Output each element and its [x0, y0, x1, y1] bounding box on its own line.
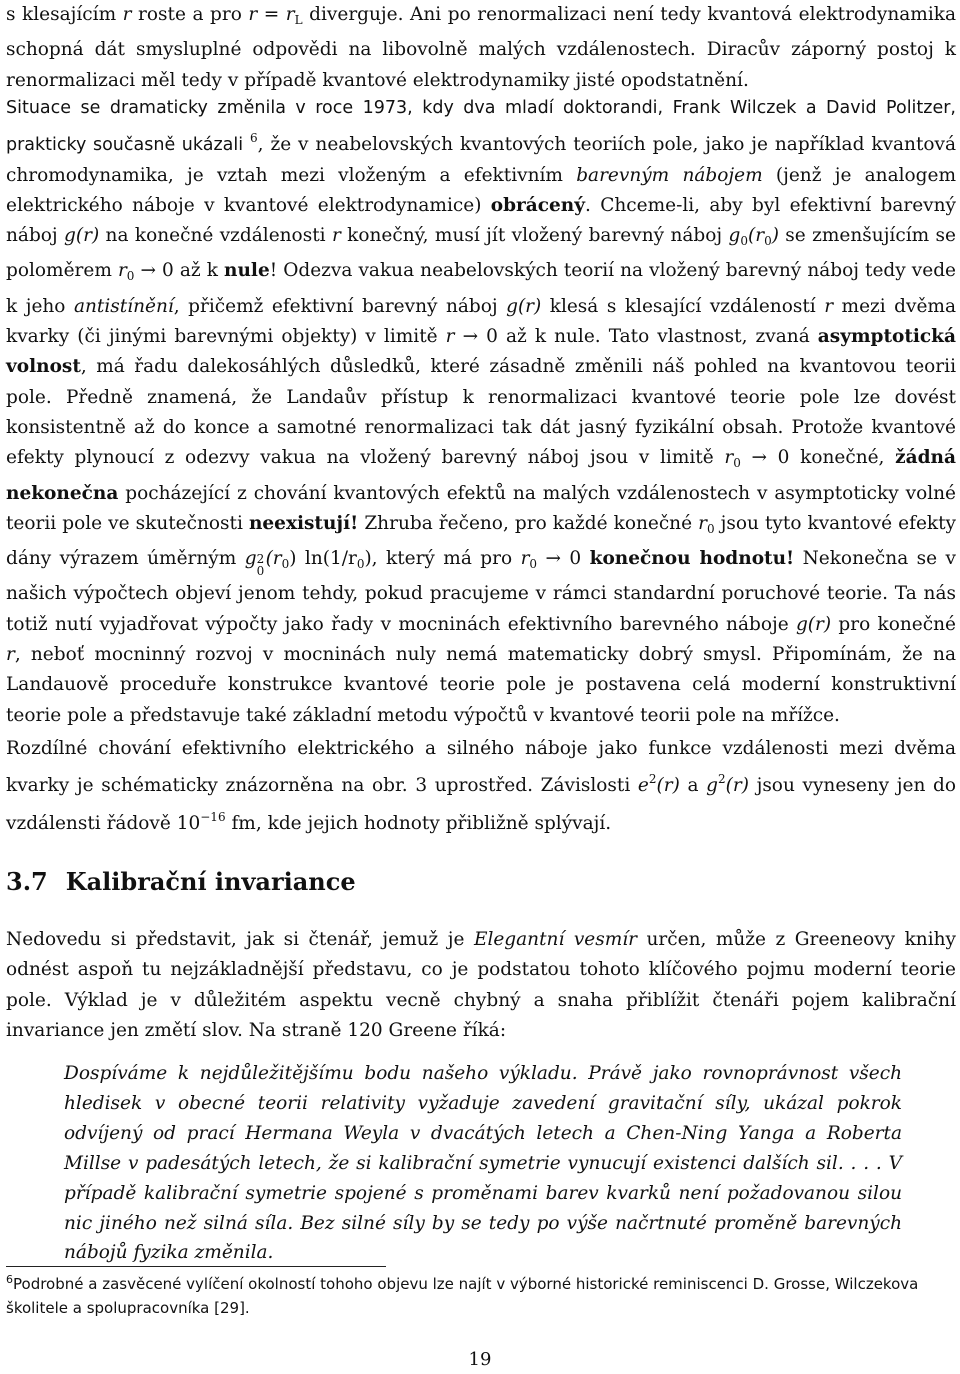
section-title: Kalibrační invariance	[65, 867, 356, 896]
section-heading	[6, 866, 356, 898]
footnote-text: Podrobné a zasvěcené vylíčení okolností tohoho objevu lze najít v výborné historické reminiscenci D. Grosse, Wilczekova školitele a spolupracovníka [29].	[6, 1275, 919, 1317]
footnote-rule	[6, 1266, 386, 1267]
paragraph-asymptotic-freedom: Situace se dramaticky změnila v roce 1973, kdy dva mladí doktorandi, Frank Wilczek a David Politzer, prakticky současně ukázali $^6$, že v neabelovských kvantových teoriích pole, jako je například kvantová chromodynamika, je vztah mezi vloženým a efektivním barevným nábojem (jenž je analogem elektrického náboje v kvantové elektrodynamice) obrácený. Chceme-li, aby byl efektivní barevný náboj g(r) na konečné vzdálenosti r konečný, musí jít vložený barevný náboj $g_0(r_0)$ se zmenšujícím se poloměrem $r_0 \to 0$ až k nule! Odezva vakua neabelovských teorií na vložený barevný náboj tedy vede k jeho antistínění, přičemž efektivní barevný náboj g(r) klesá s klesající vzdáleností r mezi dvěma kvarky (či jinými barevnými objekty) v limitě r → 0 až k nule. Tato vlastnost, zvaná asymptotická volnost, má řadu dalekosáhlých důsledků, které zásadně změnili náš pohled na kvantovou teorii pole. Předně znamená, že Landaův přístup k renormalizaci kvantové teorie pole lze dovést konsistentně až do konce a samotné renormalizaci tak dát jasný fyzikální obsah. Protože kvantové efekty plynoucí z odezvy vakua na vložený barevný náboj jsou v limitě $r_0 \to 0$ konečné, žádná nekonečna pocházející z chování kvantových efektů na malých vzdálenostech v asymptoticky volné teorii pole ve skutečnosti neexistují! Zhruba řečeno, pro každé konečné $r_0$ jsou tyto kvantové efekty dány výrazem úměrným g 2 0 $(r_0)$ $\ln(1/r_0)$, který má pro $r_0 \to 0$ konečnou hodnotu! Nekonečna se v našich výpočtech objeví jenom tehdy, pokud pracujeme v rámci standardní poruchové teorie. Ta nás totiž nutí vyjadřovat výpočty jako řady v mocninách efektivního barevného náboje g(r) pro konečné r, neboť mocninný rozvoj v mocninách nuly nemá matematicky dobrý smysl. Připomínám, že na Landauově proceduře konstrukce kvantové teorie pole je postavena celá moderní konstruktivní teorie pole a představuje také základní metodu výpočtů v kvantové teorii pole na mřížce.	[6, 98, 957, 726]
footnote-reference: 6	[250, 131, 258, 146]
section-number: 3.7	[6, 867, 48, 896]
paragraph-gauge-intro: Nedovedu si představit, jak si čtenář, jemuž je Elegantní vesmír určen, může z Greeneovy knihy odnést aspoň tu nejzákladnější představu, co je podstatou tohoto klíčového pojmu moderní teorie pole. Výklad je v důležitém aspektu vecně chybný a snaha přiblížit čtenáři pojem kalibrační invariance jen změtí slov. Na straně 120 Greene říká:	[6, 929, 956, 1041]
footnote-mark: 6	[6, 1273, 13, 1286]
paragraph-qed-renormalization: s klesajícím r roste a pro $r = r_L$ diverguje. Ani po renormalizaci není tedy kvantová elektrodynamika schopná dát smysluplné odpovědi na libovolně malých vzdálenostech. Diracův záporný postoj k renormalizaci měl tedy v případě kvantové elektrodynamiky jisté opodstatnění.	[6, 4, 957, 91]
footnote	[6, 1268, 956, 1320]
page-number: 19	[468, 1349, 492, 1370]
block-quote: Dospíváme k nejdůležitějšímu bodu našeho výkladu. Právě jako rovnoprávnost všech hledisek v obecné teorii relativity vyžaduje zavedení gravitační síly, ukázal pokrok odvíjený od prací Hermana Weyla v dvacátých letech a Chen-Ning Yanga a Roberta Millse v padesátých letech, že si kalibrační symetrie vynucují existenci dalších sil. . . . V případě kalibrační symetrie spojené s proměnami barev kvarků není požadovanou silou nic jiného než silná síla. Bez silné síly by se tedy po výše načrtnuté proměně barevných nábojů fyzika změnila.	[64, 1063, 902, 1264]
paragraph-charge-comparison: Rozdílné chování efektivního elektrického a silného náboje jako funkce vzdálenosti mezi dvěma kvarky je schématicky znázorněna na obr. 3 uprostřed. Závislosti $e^2(r)$ a $g^2(r)$ jsou vyneseny jen do vzdálensti řádově $10^{-16}$ fm, kde jejich hodnoty přibližně splývají.	[6, 738, 956, 834]
